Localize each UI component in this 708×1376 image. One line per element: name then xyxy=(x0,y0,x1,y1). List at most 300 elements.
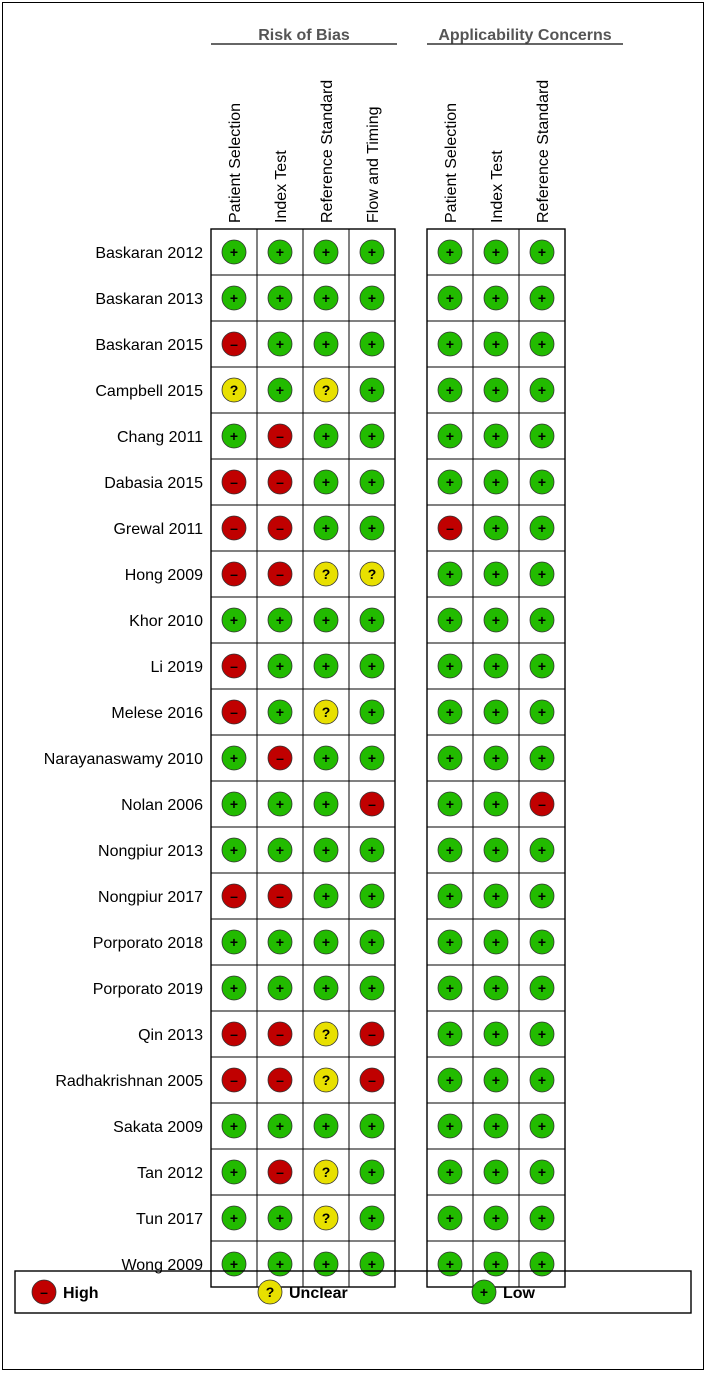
rob-rating-low xyxy=(360,470,384,494)
app-rating-low xyxy=(438,1160,462,1184)
app-rating-low xyxy=(484,976,508,1000)
rating-symbol: ? xyxy=(229,382,239,398)
rating-symbol: + xyxy=(321,1118,331,1134)
study-label: Hong 2009 xyxy=(124,567,203,584)
rob-rating-high xyxy=(268,562,292,586)
rating-symbol: ? xyxy=(367,566,377,582)
rob-column-label: Reference Standard xyxy=(319,79,336,223)
rob-rating-high xyxy=(222,654,246,678)
rating-symbol: + xyxy=(445,1256,455,1272)
rob-rating-low xyxy=(268,608,292,632)
rating-symbol: – xyxy=(230,566,238,582)
app-rating-low xyxy=(484,930,508,954)
rating-symbol: + xyxy=(445,244,455,260)
rating-symbol: + xyxy=(229,1164,239,1180)
rating-symbol: + xyxy=(229,750,239,766)
rating-symbol: + xyxy=(321,1256,331,1272)
rating-symbol: + xyxy=(321,520,331,536)
rob-rating-low xyxy=(314,792,338,816)
study-label: Grewal 2011 xyxy=(113,521,203,538)
rob-rating-low xyxy=(360,332,384,356)
rob-rating-unclear xyxy=(314,562,338,586)
rating-symbol: + xyxy=(367,336,377,352)
rob-rating-low xyxy=(314,654,338,678)
rating-symbol: + xyxy=(537,658,547,674)
app-rating-low xyxy=(438,378,462,402)
app-rating-high xyxy=(438,516,462,540)
study-label: Radhakrishnan 2005 xyxy=(55,1073,203,1090)
rating-symbol: + xyxy=(367,290,377,306)
rob-rating-unclear xyxy=(314,1022,338,1046)
rating-symbol: + xyxy=(367,1210,377,1226)
study-label: Nongpiur 2017 xyxy=(98,889,203,906)
app-rating-low xyxy=(530,424,554,448)
rob-rating-low xyxy=(222,792,246,816)
rating-symbol: – xyxy=(276,888,284,904)
rob-rating-high xyxy=(268,1160,292,1184)
rating-symbol: + xyxy=(367,980,377,996)
rob-rating-high xyxy=(222,1022,246,1046)
rating-symbol: + xyxy=(537,888,547,904)
rob-rating-low xyxy=(222,838,246,862)
rating-symbol: + xyxy=(491,934,501,950)
study-label: Nolan 2006 xyxy=(121,797,203,814)
rating-symbol: + xyxy=(367,934,377,950)
app-rating-low xyxy=(484,884,508,908)
study-label: Qin 2013 xyxy=(138,1027,203,1044)
study-labels xyxy=(44,245,203,1274)
applicability-header: Applicability Concerns xyxy=(438,27,612,44)
rating-symbol: + xyxy=(537,290,547,306)
study-label: Sakata 2009 xyxy=(113,1119,203,1136)
legend-box xyxy=(15,1271,691,1313)
rating-symbol: + xyxy=(445,1118,455,1134)
rating-symbol: + xyxy=(491,1118,501,1134)
rob-rating-low xyxy=(268,286,292,310)
app-rating-low xyxy=(438,608,462,632)
rob-rating-low xyxy=(268,1252,292,1276)
rating-symbol: + xyxy=(229,1210,239,1226)
study-label: Porporato 2019 xyxy=(92,981,203,998)
app-rating-low xyxy=(530,562,554,586)
rob-rating-low xyxy=(360,608,384,632)
rating-symbol: – xyxy=(230,1072,238,1088)
rating-symbol: – xyxy=(276,750,284,766)
study-label: Baskaran 2012 xyxy=(95,245,203,262)
column-labels xyxy=(227,80,552,223)
rating-symbol: + xyxy=(537,1256,547,1272)
rating-symbol: – xyxy=(276,1164,284,1180)
rob-rating-low xyxy=(360,516,384,540)
rating-symbol: + xyxy=(537,428,547,444)
rob-rating-low xyxy=(222,286,246,310)
app-rating-low xyxy=(484,746,508,770)
rob-rating-high xyxy=(268,746,292,770)
app-rating-low xyxy=(530,1022,554,1046)
rob-rating-low xyxy=(314,332,338,356)
rating-symbol: + xyxy=(445,796,455,812)
app-rating-low xyxy=(438,654,462,678)
rob-rating-low xyxy=(360,654,384,678)
rating-symbol: – xyxy=(276,474,284,490)
rating-symbol: ? xyxy=(321,704,331,720)
rating-symbol: – xyxy=(368,796,376,812)
rating-symbol: – xyxy=(276,566,284,582)
legend-marker-low xyxy=(472,1280,496,1304)
rating-symbol: + xyxy=(275,934,285,950)
app-rating-low xyxy=(484,378,508,402)
rob-rating-low xyxy=(360,424,384,448)
rob-rating-low xyxy=(222,1114,246,1138)
app-rating-low xyxy=(438,838,462,862)
app-rating-low xyxy=(438,1068,462,1092)
rob-rating-low xyxy=(314,240,338,264)
rating-symbol: + xyxy=(321,980,331,996)
rating-symbol: + xyxy=(445,934,455,950)
rating-symbol: + xyxy=(275,842,285,858)
app-rating-low xyxy=(438,700,462,724)
rob-rating-low xyxy=(268,1114,292,1138)
rating-symbol: + xyxy=(445,290,455,306)
rating-symbol: + xyxy=(275,704,285,720)
rating-symbol: + xyxy=(537,244,547,260)
rating-symbol: + xyxy=(491,658,501,674)
app-rating-low xyxy=(438,240,462,264)
study-label: Baskaran 2015 xyxy=(95,337,203,354)
rob-rating-low xyxy=(360,838,384,862)
app-rating-low xyxy=(484,424,508,448)
rating-symbol: + xyxy=(491,382,501,398)
app-rating-low xyxy=(438,746,462,770)
rob-rating-low xyxy=(268,378,292,402)
rating-symbol: + xyxy=(275,244,285,260)
rating-symbol: + xyxy=(229,842,239,858)
figure-frame xyxy=(2,2,704,1370)
rating-symbol: – xyxy=(230,888,238,904)
rating-symbol: + xyxy=(491,566,501,582)
rating-symbol: + xyxy=(367,658,377,674)
rating-symbol: + xyxy=(479,1284,489,1300)
rating-symbol: + xyxy=(445,1026,455,1042)
study-label: Porporato 2018 xyxy=(92,935,203,952)
app-rating-low xyxy=(484,470,508,494)
rating-symbol: + xyxy=(537,474,547,490)
rob-rating-low xyxy=(222,1206,246,1230)
legend-marker-high xyxy=(32,1280,56,1304)
rating-symbol: + xyxy=(537,704,547,720)
rating-symbol: ? xyxy=(321,1026,331,1042)
rob-rating-low xyxy=(222,1252,246,1276)
rating-symbol: + xyxy=(537,842,547,858)
app-rating-low xyxy=(530,1252,554,1276)
rating-symbol: + xyxy=(321,750,331,766)
rating-symbol: + xyxy=(537,1072,547,1088)
app-rating-low xyxy=(530,608,554,632)
rating-symbol: + xyxy=(229,1118,239,1134)
app-rating-low xyxy=(484,792,508,816)
rob-rating-high xyxy=(360,792,384,816)
study-label: Melese 2016 xyxy=(111,705,203,722)
app-rating-low xyxy=(438,1252,462,1276)
rob-rating-high xyxy=(360,1068,384,1092)
rating-symbol: ? xyxy=(321,566,331,582)
app-rating-low xyxy=(530,240,554,264)
rating-symbol: – xyxy=(230,474,238,490)
rob-rating-low xyxy=(222,608,246,632)
rating-symbol: + xyxy=(445,1072,455,1088)
legend-marker-unclear xyxy=(258,1280,282,1304)
app-rating-low xyxy=(530,1114,554,1138)
rating-symbol: + xyxy=(321,888,331,904)
rating-symbol: + xyxy=(367,704,377,720)
app-column-label: Reference Standard xyxy=(535,79,552,223)
rating-symbol: ? xyxy=(265,1284,275,1300)
rating-symbol: – xyxy=(368,1072,376,1088)
rating-symbol: + xyxy=(321,428,331,444)
legend-label: High xyxy=(63,1285,99,1302)
rating-symbol: + xyxy=(229,612,239,628)
rating-symbol: + xyxy=(275,1210,285,1226)
rob-rating-low xyxy=(314,976,338,1000)
rating-symbol: + xyxy=(367,474,377,490)
rating-symbol: ? xyxy=(321,382,331,398)
rating-symbol: + xyxy=(321,244,331,260)
rating-symbol: + xyxy=(537,566,547,582)
rating-symbol: + xyxy=(229,1256,239,1272)
rating-symbol: + xyxy=(537,336,547,352)
app-rating-low xyxy=(484,1160,508,1184)
rating-symbol: + xyxy=(367,888,377,904)
rob-rating-low xyxy=(360,1114,384,1138)
rating-symbol: + xyxy=(491,1256,501,1272)
app-rating-low xyxy=(484,1252,508,1276)
rating-symbol: + xyxy=(445,888,455,904)
app-rating-low xyxy=(484,516,508,540)
rating-symbol: – xyxy=(276,1026,284,1042)
rob-rating-unclear xyxy=(314,1160,338,1184)
rob-rating-low xyxy=(222,930,246,954)
rating-symbol: + xyxy=(537,1026,547,1042)
legend-label: Low xyxy=(503,1285,535,1302)
study-label: Nongpiur 2013 xyxy=(98,843,203,860)
app-rating-low xyxy=(530,1068,554,1092)
rating-symbol: + xyxy=(445,474,455,490)
rob-rating-low xyxy=(222,976,246,1000)
app-column-label: Patient Selection xyxy=(443,102,460,223)
app-rating-low xyxy=(530,332,554,356)
rating-symbol: – xyxy=(230,658,238,674)
rating-symbol: + xyxy=(321,842,331,858)
rob-rating-high xyxy=(268,424,292,448)
rob-column-label: Index Test xyxy=(273,150,290,223)
app-rating-low xyxy=(484,1114,508,1138)
rating-symbol: + xyxy=(275,336,285,352)
rob-rating-low xyxy=(314,930,338,954)
app-rating-low xyxy=(484,654,508,678)
rob-rating-low xyxy=(360,286,384,310)
rating-symbol: + xyxy=(445,612,455,628)
rob-rating-low xyxy=(314,838,338,862)
rating-symbol: + xyxy=(321,796,331,812)
rating-symbol: + xyxy=(367,1118,377,1134)
rob-column-label: Patient Selection xyxy=(227,102,244,223)
rating-symbol: – xyxy=(230,704,238,720)
rob-rating-low xyxy=(360,930,384,954)
rating-symbol: + xyxy=(445,566,455,582)
app-rating-low xyxy=(438,1114,462,1138)
rob-rating-low xyxy=(222,746,246,770)
rob-rating-high xyxy=(268,884,292,908)
rating-symbol: + xyxy=(367,520,377,536)
rating-symbol: – xyxy=(446,520,454,536)
app-rating-low xyxy=(438,976,462,1000)
app-rating-low xyxy=(530,654,554,678)
rating-symbol: – xyxy=(40,1284,48,1300)
rating-symbol: – xyxy=(538,796,546,812)
rating-symbol: + xyxy=(537,980,547,996)
rob-rating-high xyxy=(222,562,246,586)
study-label: Chang 2011 xyxy=(117,429,203,446)
app-rating-low xyxy=(438,1206,462,1230)
rating-symbol: + xyxy=(491,428,501,444)
app-rating-low xyxy=(438,470,462,494)
rob-rating-low xyxy=(314,424,338,448)
rob-rating-unclear xyxy=(314,1068,338,1092)
rob-rating-high xyxy=(268,470,292,494)
app-rating-low xyxy=(484,1206,508,1230)
rob-rating-high xyxy=(360,1022,384,1046)
app-rating-low xyxy=(438,930,462,954)
rob-rating-high xyxy=(222,332,246,356)
study-label: Dabasia 2015 xyxy=(104,475,203,492)
rating-symbol: + xyxy=(491,1164,501,1180)
rating-symbol: + xyxy=(367,1164,377,1180)
rating-symbol: + xyxy=(445,1210,455,1226)
rating-symbol: – xyxy=(230,336,238,352)
rob-rating-low xyxy=(360,1160,384,1184)
rob-rating-low xyxy=(314,516,338,540)
rob-rating-low xyxy=(268,332,292,356)
app-rating-low xyxy=(438,1022,462,1046)
rating-symbol: + xyxy=(445,382,455,398)
rating-symbol: + xyxy=(491,612,501,628)
rating-symbol: + xyxy=(491,290,501,306)
rating-symbol: + xyxy=(229,428,239,444)
app-rating-low xyxy=(530,1206,554,1230)
risk-of-bias-figure xyxy=(3,3,705,1371)
rob-rating-unclear xyxy=(314,700,338,724)
app-rating-low xyxy=(530,378,554,402)
rating-symbol: + xyxy=(445,658,455,674)
rating-symbol: + xyxy=(491,474,501,490)
rating-symbol: – xyxy=(230,520,238,536)
rob-rating-low xyxy=(314,1114,338,1138)
rating-symbol: + xyxy=(275,1118,285,1134)
rating-symbol: + xyxy=(275,290,285,306)
rob-rating-low xyxy=(314,746,338,770)
rating-symbol: + xyxy=(275,980,285,996)
rob-rating-low xyxy=(314,470,338,494)
rob-rating-high xyxy=(222,470,246,494)
app-rating-low xyxy=(438,884,462,908)
rating-symbol: + xyxy=(491,1072,501,1088)
rating-symbol: + xyxy=(491,1026,501,1042)
rating-symbol: + xyxy=(321,290,331,306)
app-rating-low xyxy=(484,240,508,264)
study-label: Khor 2010 xyxy=(129,613,203,630)
rating-symbol: + xyxy=(445,980,455,996)
rating-symbol: + xyxy=(229,934,239,950)
app-rating-low xyxy=(484,332,508,356)
app-rating-low xyxy=(484,1068,508,1092)
rob-rating-low xyxy=(222,240,246,264)
rating-symbol: + xyxy=(537,1210,547,1226)
rating-symbol: + xyxy=(275,1256,285,1272)
rating-symbol: + xyxy=(321,612,331,628)
rating-symbol: + xyxy=(491,842,501,858)
app-rating-low xyxy=(530,700,554,724)
rating-symbol: – xyxy=(230,1026,238,1042)
study-label: Tan 2012 xyxy=(137,1165,203,1182)
rob-rating-high xyxy=(222,1068,246,1092)
rating-symbol: + xyxy=(367,382,377,398)
rob-rating-low xyxy=(314,1252,338,1276)
rating-symbol: – xyxy=(276,428,284,444)
rating-symbol: + xyxy=(445,704,455,720)
rating-symbol: + xyxy=(275,612,285,628)
rating-symbol: + xyxy=(229,796,239,812)
app-rating-low xyxy=(438,562,462,586)
rob-rating-low xyxy=(360,746,384,770)
rating-symbol: – xyxy=(276,1072,284,1088)
rob-rating-low xyxy=(360,378,384,402)
rating-symbol: + xyxy=(275,796,285,812)
rob-rating-low xyxy=(268,792,292,816)
app-rating-low xyxy=(484,286,508,310)
study-label: Li 2019 xyxy=(150,659,203,676)
rating-symbol: + xyxy=(367,750,377,766)
rob-rating-high xyxy=(222,884,246,908)
rating-symbol: ? xyxy=(321,1210,331,1226)
rating-symbol: + xyxy=(275,658,285,674)
rating-symbol: + xyxy=(445,842,455,858)
rob-rating-low xyxy=(268,930,292,954)
rob-rating-high xyxy=(268,1022,292,1046)
app-rating-low xyxy=(438,792,462,816)
rating-symbol: + xyxy=(537,934,547,950)
rating-symbol: + xyxy=(275,382,285,398)
app-rating-low xyxy=(530,286,554,310)
rating-symbol: + xyxy=(321,934,331,950)
rating-symbol: + xyxy=(367,842,377,858)
rating-symbol: + xyxy=(445,1164,455,1180)
applicability-grid xyxy=(427,229,565,1287)
rating-symbol: + xyxy=(491,520,501,536)
rob-rating-unclear xyxy=(222,378,246,402)
risk-of-bias-grid xyxy=(211,229,395,1287)
study-label: Wong 2009 xyxy=(121,1257,203,1274)
rating-symbol: + xyxy=(445,336,455,352)
rating-symbol: + xyxy=(491,336,501,352)
rating-symbol: + xyxy=(537,1164,547,1180)
rating-symbol: – xyxy=(368,1026,376,1042)
app-rating-low xyxy=(438,332,462,356)
app-rating-low xyxy=(530,1160,554,1184)
app-rating-low xyxy=(530,884,554,908)
app-rating-low xyxy=(484,1022,508,1046)
rob-rating-low xyxy=(268,654,292,678)
study-label: Campbell 2015 xyxy=(95,383,203,400)
